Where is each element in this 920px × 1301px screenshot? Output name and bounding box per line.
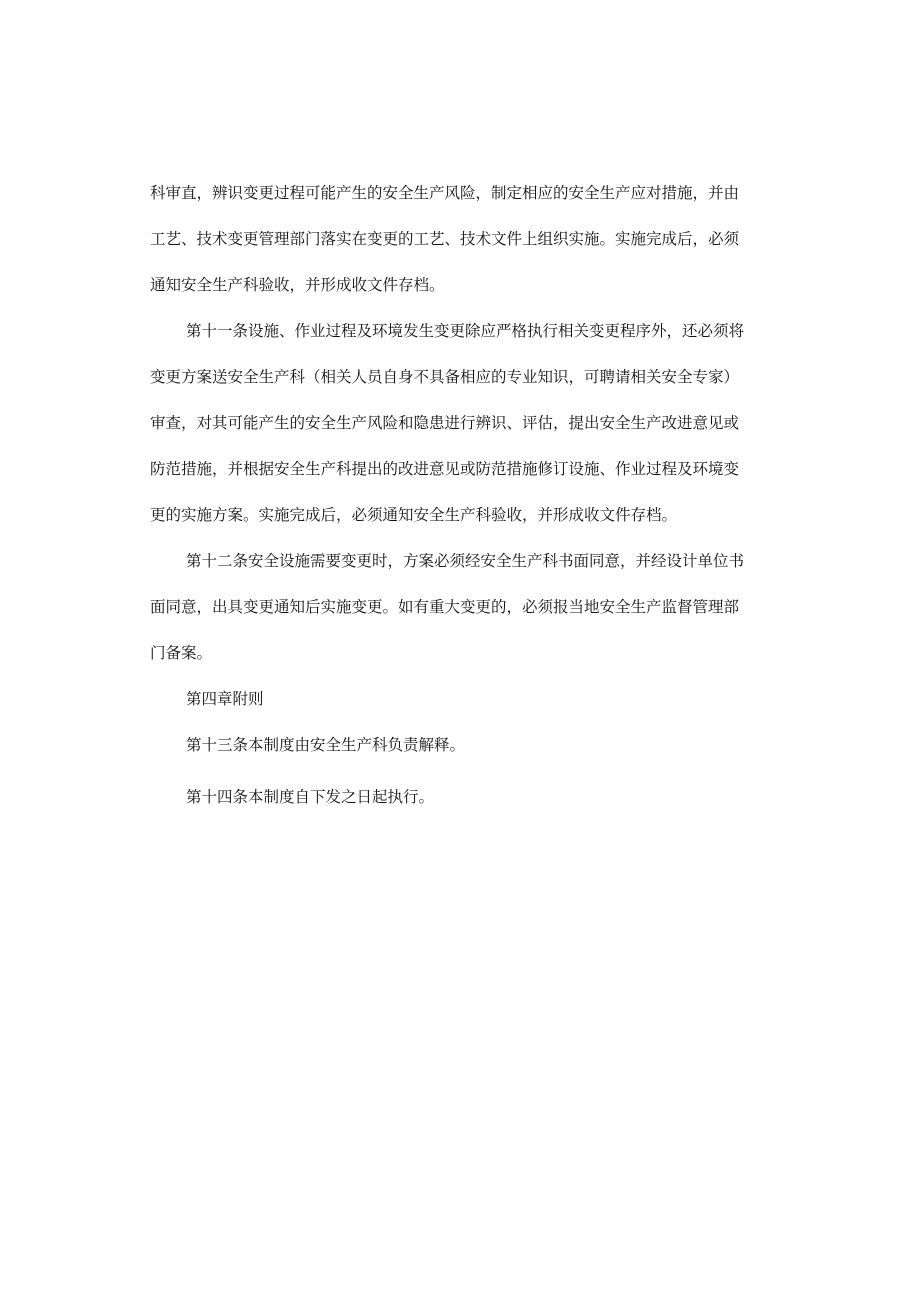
article-11-line-4: 防范措施，并根据安全生产科提出的改进意见或防范措施修订设施、作业过程及环境变 <box>150 460 740 478</box>
article-12-line-1: 第十二条安全设施需要变更时，方案必须经安全生产科书面同意，并经设计单位书 <box>186 552 745 570</box>
article-14: 第十四条本制度自下发之日起执行。 <box>186 788 435 806</box>
article-11-line-3: 审查，对其可能产生的安全生产风险和隐患进行辨识、评估，提出安全生产改进意见或 <box>150 414 740 432</box>
paragraph-10-line-2: 工艺、技术变更管理部门落实在变更的工艺、技术文件上组织实施。实施完成后，必须 <box>150 230 740 248</box>
paragraph-10-line-3: 通知安全生产科验收，并形成收文件存档。 <box>150 276 445 294</box>
article-11-line-5: 更的实施方案。实施完成后，必须通知安全生产科验收，并形成收文件存档。 <box>150 506 678 524</box>
article-12-line-2: 面同意，出具变更通知后实施变更。如有重大变更的，必须报当地安全生产监督管理部 <box>150 598 740 616</box>
chapter-4-heading: 第四章附则 <box>186 690 264 708</box>
article-11-line-2: 变更方案送安全生产科（相关人员自身不具备相应的专业知识，可聘请相关安全专家） <box>150 368 740 386</box>
article-13: 第十三条本制度由安全生产科负责解释。 <box>186 736 466 754</box>
paragraph-10-line-1: 科审直，辨识变更过程可能产生的安全生产风险，制定相应的安全生产应对措施，并由 <box>150 184 740 202</box>
article-12-line-3: 门备案。 <box>150 644 213 662</box>
article-11-line-1: 第十一条设施、作业过程及环境发生变更除应严格执行相关变更程序外，还必须将 <box>186 322 745 340</box>
